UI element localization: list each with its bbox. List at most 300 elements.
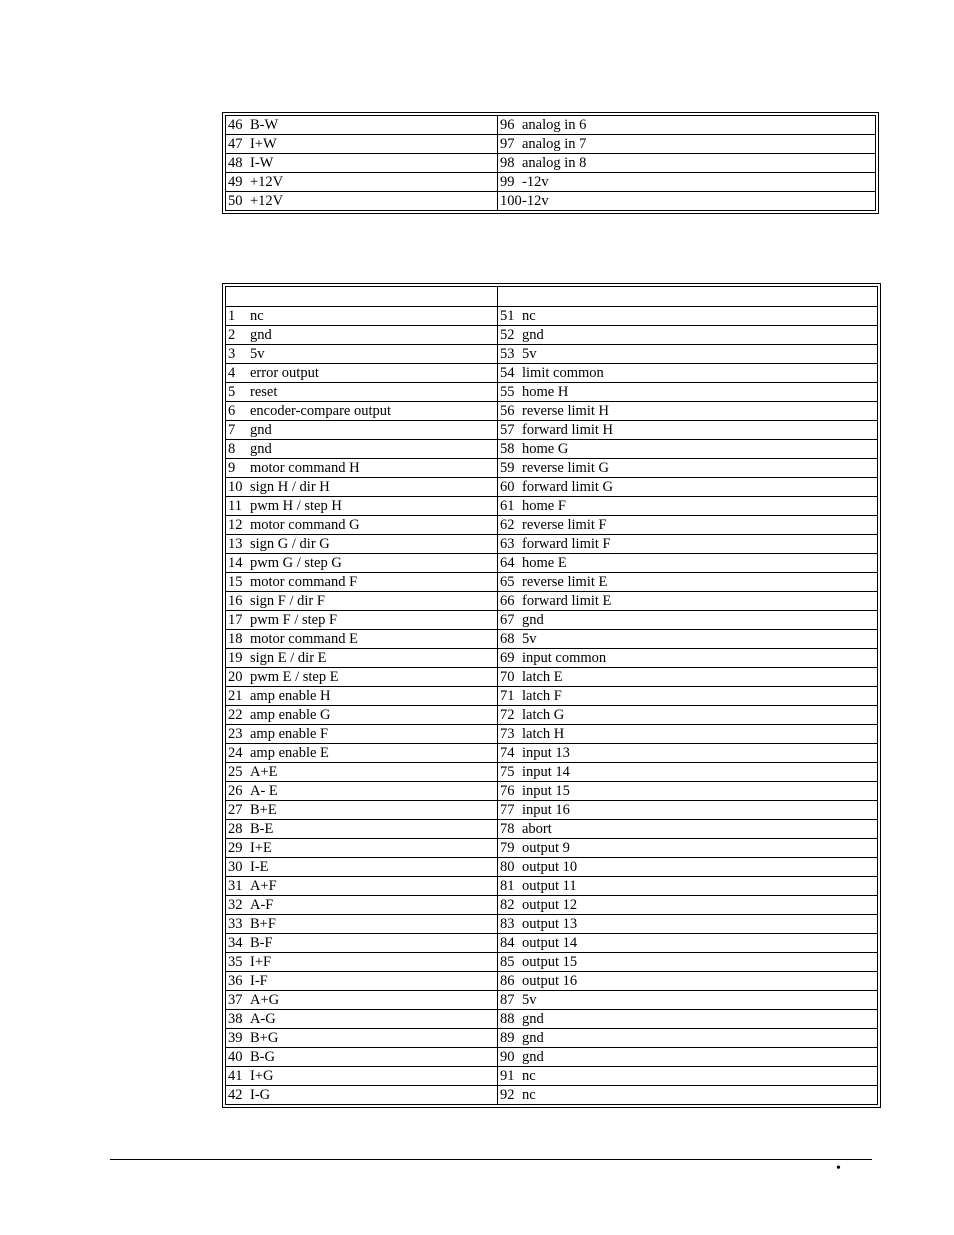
pin-cell-left — [226, 877, 498, 896]
pin-signal: forward limit E — [522, 592, 612, 609]
pin-cell-right — [498, 116, 876, 135]
pin-cell-right — [498, 1029, 878, 1048]
table-row — [226, 611, 878, 630]
pin-signal: A+E — [250, 763, 278, 780]
pin-number: 59 — [500, 459, 515, 476]
pin-number: 46 — [228, 116, 243, 133]
pin-cell-right — [498, 1010, 878, 1029]
pin-cell-left — [226, 592, 498, 611]
pin-table-top-body — [226, 116, 876, 211]
pin-number: 33 — [228, 915, 243, 932]
pin-number: 26 — [228, 782, 243, 799]
pin-cell-right — [498, 972, 878, 991]
pin-signal: B-F — [250, 934, 273, 951]
pin-cell-left — [226, 1029, 498, 1048]
pin-number: 5 — [228, 383, 236, 400]
footer-bullet: • — [836, 1161, 841, 1176]
pin-signal: reverse limit H — [522, 402, 609, 419]
pin-cell-right — [498, 668, 878, 687]
pin-number: 13 — [228, 535, 243, 552]
pin-number: 48 — [228, 154, 243, 171]
pin-number: 38 — [228, 1010, 243, 1027]
table-row — [226, 858, 878, 877]
pin-cell-left — [226, 991, 498, 1010]
pin-number: 70 — [500, 668, 515, 685]
pin-cell-right — [498, 307, 878, 326]
pin-cell-right — [498, 592, 878, 611]
pin-cell-right — [498, 573, 878, 592]
pin-signal: abort — [522, 820, 552, 837]
pin-signal: latch G — [522, 706, 565, 723]
pin-signal: sign H / dir H — [250, 478, 330, 495]
pin-signal: pwm H / step H — [250, 497, 342, 514]
pin-number: 19 — [228, 649, 243, 666]
table-row — [226, 307, 878, 326]
pin-signal: output 10 — [522, 858, 578, 875]
pin-cell-left — [226, 611, 498, 630]
pin-cell-right — [498, 440, 878, 459]
pin-signal: output 15 — [522, 953, 578, 970]
pin-signal: gnd — [522, 1029, 544, 1046]
pin-number: 58 — [500, 440, 515, 457]
pin-cell-left — [226, 173, 498, 192]
pin-cell-left — [226, 307, 498, 326]
pin-number: 9 — [228, 459, 236, 476]
pin-signal: sign E / dir E — [250, 649, 327, 666]
table-row — [226, 364, 878, 383]
pin-cell-right — [498, 877, 878, 896]
table-row — [226, 991, 878, 1010]
pin-number: 1 — [228, 307, 236, 324]
pin-signal: I+E — [250, 839, 272, 856]
pin-number: 24 — [228, 744, 243, 761]
pin-number: 27 — [228, 801, 243, 818]
pin-signal: sign F / dir F — [250, 592, 325, 609]
pin-signal: gnd — [250, 326, 272, 343]
pin-signal: input 16 — [522, 801, 570, 818]
pin-signal: home F — [522, 497, 566, 514]
pin-number: 98 — [500, 154, 515, 171]
table-row — [226, 497, 878, 516]
pin-number: 74 — [500, 744, 515, 761]
pin-cell-left — [226, 402, 498, 421]
pin-number: 96 — [500, 116, 515, 133]
pin-number: 71 — [500, 687, 515, 704]
pin-cell-left — [226, 820, 498, 839]
pin-number: 40 — [228, 1048, 243, 1065]
pin-signal: forward limit F — [522, 535, 611, 552]
pin-number: 61 — [500, 497, 515, 514]
pin-number: 51 — [500, 307, 515, 324]
pin-number: 17 — [228, 611, 243, 628]
table-row — [226, 192, 876, 211]
pin-cell-right — [498, 611, 878, 630]
pin-signal: output 13 — [522, 915, 578, 932]
pin-cell-right — [498, 649, 878, 668]
pin-signal: error output — [250, 364, 319, 381]
pin-signal: gnd — [522, 611, 544, 628]
pin-cell-right — [498, 934, 878, 953]
pin-signal: nc — [522, 307, 536, 324]
table-row — [226, 934, 878, 953]
pin-signal: forward limit H — [522, 421, 614, 438]
pin-cell-right — [498, 345, 878, 364]
pin-signal: limit common — [522, 364, 604, 381]
pin-signal: output 9 — [522, 839, 570, 856]
pin-cell-left — [226, 896, 498, 915]
pin-signal: B-G — [250, 1048, 275, 1065]
pin-cell-right — [498, 478, 878, 497]
pin-number: 97 — [500, 135, 515, 152]
table-row — [226, 953, 878, 972]
pin-cell-right — [498, 630, 878, 649]
pin-signal: gnd — [250, 440, 272, 457]
pin-number: 20 — [228, 668, 243, 685]
pin-number: 66 — [500, 592, 515, 609]
pin-cell-right — [498, 1048, 878, 1067]
pin-number: 14 — [228, 554, 243, 571]
pin-number: 3 — [228, 345, 236, 362]
table-header-row — [226, 287, 878, 307]
pin-number: 90 — [500, 1048, 515, 1065]
pin-cell-right — [498, 173, 876, 192]
pin-signal: B-W — [250, 116, 279, 133]
pin-signal: amp enable G — [250, 706, 331, 723]
pin-signal: reset — [250, 383, 278, 400]
pin-cell-right — [498, 991, 878, 1010]
pin-cell-left — [226, 649, 498, 668]
pin-number: 47 — [228, 135, 243, 152]
table-row — [226, 820, 878, 839]
pin-cell-left — [226, 554, 498, 573]
pin-number: 69 — [500, 649, 515, 666]
pin-table-top — [222, 112, 879, 214]
pin-signal: A-F — [250, 896, 274, 913]
pin-number: 57 — [500, 421, 515, 438]
pin-number: 16 — [228, 592, 243, 609]
pin-signal: input 15 — [522, 782, 570, 799]
pin-signal: motor command H — [250, 459, 360, 476]
pin-number: 73 — [500, 725, 515, 742]
table-row — [226, 440, 878, 459]
table-row — [226, 326, 878, 345]
pin-signal: A+G — [250, 991, 280, 1008]
pin-number: 35 — [228, 953, 243, 970]
pin-number: 75 — [500, 763, 515, 780]
pin-cell-left — [226, 1086, 498, 1105]
pin-cell-right — [498, 896, 878, 915]
pin-signal: B+F — [250, 915, 276, 932]
pin-cell-left — [226, 915, 498, 934]
pin-signal: A+F — [250, 877, 277, 894]
pin-number: 8 — [228, 440, 236, 457]
pin-cell-right — [498, 135, 876, 154]
pin-signal: 5v — [250, 345, 265, 362]
pin-number: 72 — [500, 706, 515, 723]
pin-signal: amp enable F — [250, 725, 329, 742]
pin-signal: A-G — [250, 1010, 276, 1027]
pin-cell-right — [498, 782, 878, 801]
pin-number: 84 — [500, 934, 515, 951]
pin-number: 42 — [228, 1086, 243, 1103]
pin-cell-right — [498, 839, 878, 858]
pin-number: 64 — [500, 554, 515, 571]
pin-number: 89 — [500, 1029, 515, 1046]
pin-cell-left — [226, 839, 498, 858]
pin-cell-left — [226, 763, 498, 782]
pin-cell-right — [498, 192, 876, 211]
pin-cell-right — [498, 801, 878, 820]
pin-cell-right — [498, 744, 878, 763]
pin-number: 22 — [228, 706, 243, 723]
pin-number: 7 — [228, 421, 236, 438]
table-row — [226, 535, 878, 554]
table-row — [226, 173, 876, 192]
table-row — [226, 459, 878, 478]
pin-number: 87 — [500, 991, 515, 1008]
pin-number: 56 — [500, 402, 515, 419]
pin-number: 34 — [228, 934, 243, 951]
pin-cell-right — [498, 383, 878, 402]
pin-signal: pwm F / step F — [250, 611, 338, 628]
table-row — [226, 896, 878, 915]
pin-number: 25 — [228, 763, 243, 780]
table-row — [226, 706, 878, 725]
pin-cell-right — [498, 820, 878, 839]
pin-table-main-grid — [225, 286, 878, 1105]
pin-cell-right — [498, 1086, 878, 1105]
pin-signal: input common — [522, 649, 607, 666]
pin-cell-left — [226, 687, 498, 706]
pin-signal: -12v — [522, 173, 549, 190]
pin-signal: +12V — [250, 173, 284, 190]
pin-signal: home E — [522, 554, 567, 571]
pin-signal: output 11 — [522, 877, 577, 894]
table-row — [226, 573, 878, 592]
pin-signal: amp enable E — [250, 744, 329, 761]
pin-cell-left — [226, 706, 498, 725]
pin-signal: reverse limit G — [522, 459, 609, 476]
pin-signal: forward limit G — [522, 478, 614, 495]
pin-signal: latch H — [522, 725, 565, 742]
pin-signal: motor command F — [250, 573, 358, 590]
table-row — [226, 649, 878, 668]
pin-number: 29 — [228, 839, 243, 856]
pin-signal: gnd — [522, 1010, 544, 1027]
pin-number: 63 — [500, 535, 515, 552]
pin-signal: home G — [522, 440, 569, 457]
pin-signal: pwm E / step E — [250, 668, 339, 685]
pin-signal: nc — [522, 1086, 536, 1103]
table-row — [226, 877, 878, 896]
table-row — [226, 116, 876, 135]
pin-cell-left — [226, 478, 498, 497]
pin-number: 77 — [500, 801, 515, 818]
pin-signal: gnd — [522, 326, 544, 343]
pin-cell-left — [226, 630, 498, 649]
pin-signal: output 14 — [522, 934, 578, 951]
pin-number: 30 — [228, 858, 243, 875]
pin-number: 37 — [228, 991, 243, 1008]
table-row — [226, 763, 878, 782]
table-row — [226, 402, 878, 421]
pin-signal: 5v — [522, 991, 537, 1008]
pin-cell-left — [226, 801, 498, 820]
pin-cell-right — [498, 953, 878, 972]
table-row — [226, 135, 876, 154]
pin-cell-right — [498, 402, 878, 421]
table-row — [226, 915, 878, 934]
pin-cell-right — [498, 687, 878, 706]
pin-number: 32 — [228, 896, 243, 913]
pin-number: 39 — [228, 1029, 243, 1046]
pin-number: 4 — [228, 364, 236, 381]
pin-signal: I-G — [250, 1086, 271, 1103]
pin-signal: B-E — [250, 820, 274, 837]
pin-number: 81 — [500, 877, 515, 894]
pin-number: 23 — [228, 725, 243, 742]
pin-cell-right — [498, 706, 878, 725]
header-cell-right — [498, 287, 878, 307]
pin-number: 54 — [500, 364, 515, 381]
pin-cell-left — [226, 440, 498, 459]
pin-number: 79 — [500, 839, 515, 856]
pin-number: 55 — [500, 383, 515, 400]
pin-cell-left — [226, 535, 498, 554]
pin-signal: B+G — [250, 1029, 279, 1046]
pin-signal: output 16 — [522, 972, 578, 989]
pin-cell-right — [498, 725, 878, 744]
pin-cell-right — [498, 516, 878, 535]
pin-signal: 5v — [522, 630, 537, 647]
pin-cell-right — [498, 1067, 878, 1086]
pin-cell-left — [226, 135, 498, 154]
pin-cell-left — [226, 1010, 498, 1029]
pin-number: 65 — [500, 573, 515, 590]
pin-signal: reverse limit F — [522, 516, 607, 533]
pin-signal: I-F — [250, 972, 268, 989]
pin-number: 92 — [500, 1086, 515, 1103]
pin-table-main-body — [226, 307, 878, 1105]
pin-number: 31 — [228, 877, 243, 894]
pin-number: 49 — [228, 173, 243, 190]
pin-signal: I+G — [250, 1067, 274, 1084]
pin-cell-right — [498, 459, 878, 478]
pin-number: 10 — [228, 478, 243, 495]
table-row — [226, 687, 878, 706]
pin-signal: -12v — [522, 192, 549, 209]
pin-number: 36 — [228, 972, 243, 989]
pin-signal: input 14 — [522, 763, 570, 780]
pin-number: 12 — [228, 516, 243, 533]
pin-table-top-grid — [225, 115, 876, 211]
pin-number: 82 — [500, 896, 515, 913]
pin-cell-left — [226, 1067, 498, 1086]
pin-number: 67 — [500, 611, 515, 628]
table-row — [226, 421, 878, 440]
pin-cell-left — [226, 782, 498, 801]
pin-number: 2 — [228, 326, 236, 343]
pin-cell-right — [498, 326, 878, 345]
table-row — [226, 744, 878, 763]
pin-number: 28 — [228, 820, 243, 837]
footer-rule — [110, 1159, 872, 1160]
pin-number: 86 — [500, 972, 515, 989]
pin-cell-left — [226, 858, 498, 877]
pin-number: 68 — [500, 630, 515, 647]
pin-signal: output 12 — [522, 896, 578, 913]
pin-signal: B+E — [250, 801, 277, 818]
table-row — [226, 972, 878, 991]
pin-number: 11 — [228, 497, 242, 514]
pin-signal: input 13 — [522, 744, 570, 761]
pin-cell-left — [226, 459, 498, 478]
pin-number: 80 — [500, 858, 515, 875]
pin-cell-left — [226, 345, 498, 364]
pin-number: 15 — [228, 573, 243, 590]
table-row — [226, 345, 878, 364]
pin-cell-left — [226, 192, 498, 211]
pin-cell-right — [498, 763, 878, 782]
pin-cell-right — [498, 154, 876, 173]
pin-number: 6 — [228, 402, 236, 419]
table-row — [226, 1010, 878, 1029]
table-row — [226, 1048, 878, 1067]
pin-signal: motor command G — [250, 516, 360, 533]
pin-number: 41 — [228, 1067, 243, 1084]
pin-cell-left — [226, 972, 498, 991]
pin-number: 88 — [500, 1010, 515, 1027]
pin-cell-left — [226, 573, 498, 592]
pin-cell-right — [498, 497, 878, 516]
pin-cell-left — [226, 1048, 498, 1067]
pin-number: 100 — [500, 192, 522, 209]
pin-signal: latch E — [522, 668, 563, 685]
pin-cell-left — [226, 154, 498, 173]
table-row — [226, 592, 878, 611]
pin-signal: analog in 6 — [522, 116, 587, 133]
pin-signal: I-W — [250, 154, 274, 171]
table-row — [226, 154, 876, 173]
pin-cell-left — [226, 934, 498, 953]
pin-cell-right — [498, 554, 878, 573]
pin-cell-right — [498, 421, 878, 440]
pin-cell-left — [226, 497, 498, 516]
table-row — [226, 1067, 878, 1086]
pin-signal: sign G / dir G — [250, 535, 330, 552]
pin-signal: I-E — [250, 858, 269, 875]
pin-signal: latch F — [522, 687, 562, 704]
table-row — [226, 383, 878, 402]
pin-signal: encoder-compare output — [250, 402, 392, 419]
pin-cell-left — [226, 116, 498, 135]
pin-signal: analog in 7 — [522, 135, 587, 152]
pin-number: 83 — [500, 915, 515, 932]
pin-signal: amp enable H — [250, 687, 331, 704]
pin-signal: nc — [522, 1067, 536, 1084]
pin-cell-left — [226, 744, 498, 763]
table-row — [226, 478, 878, 497]
table-row — [226, 782, 878, 801]
header-cell-left — [226, 287, 498, 307]
pin-number: 85 — [500, 953, 515, 970]
table-row — [226, 1086, 878, 1105]
pin-signal: +12V — [250, 192, 284, 209]
pin-cell-right — [498, 364, 878, 383]
pin-signal: gnd — [250, 421, 272, 438]
pin-cell-left — [226, 668, 498, 687]
table-row — [226, 630, 878, 649]
